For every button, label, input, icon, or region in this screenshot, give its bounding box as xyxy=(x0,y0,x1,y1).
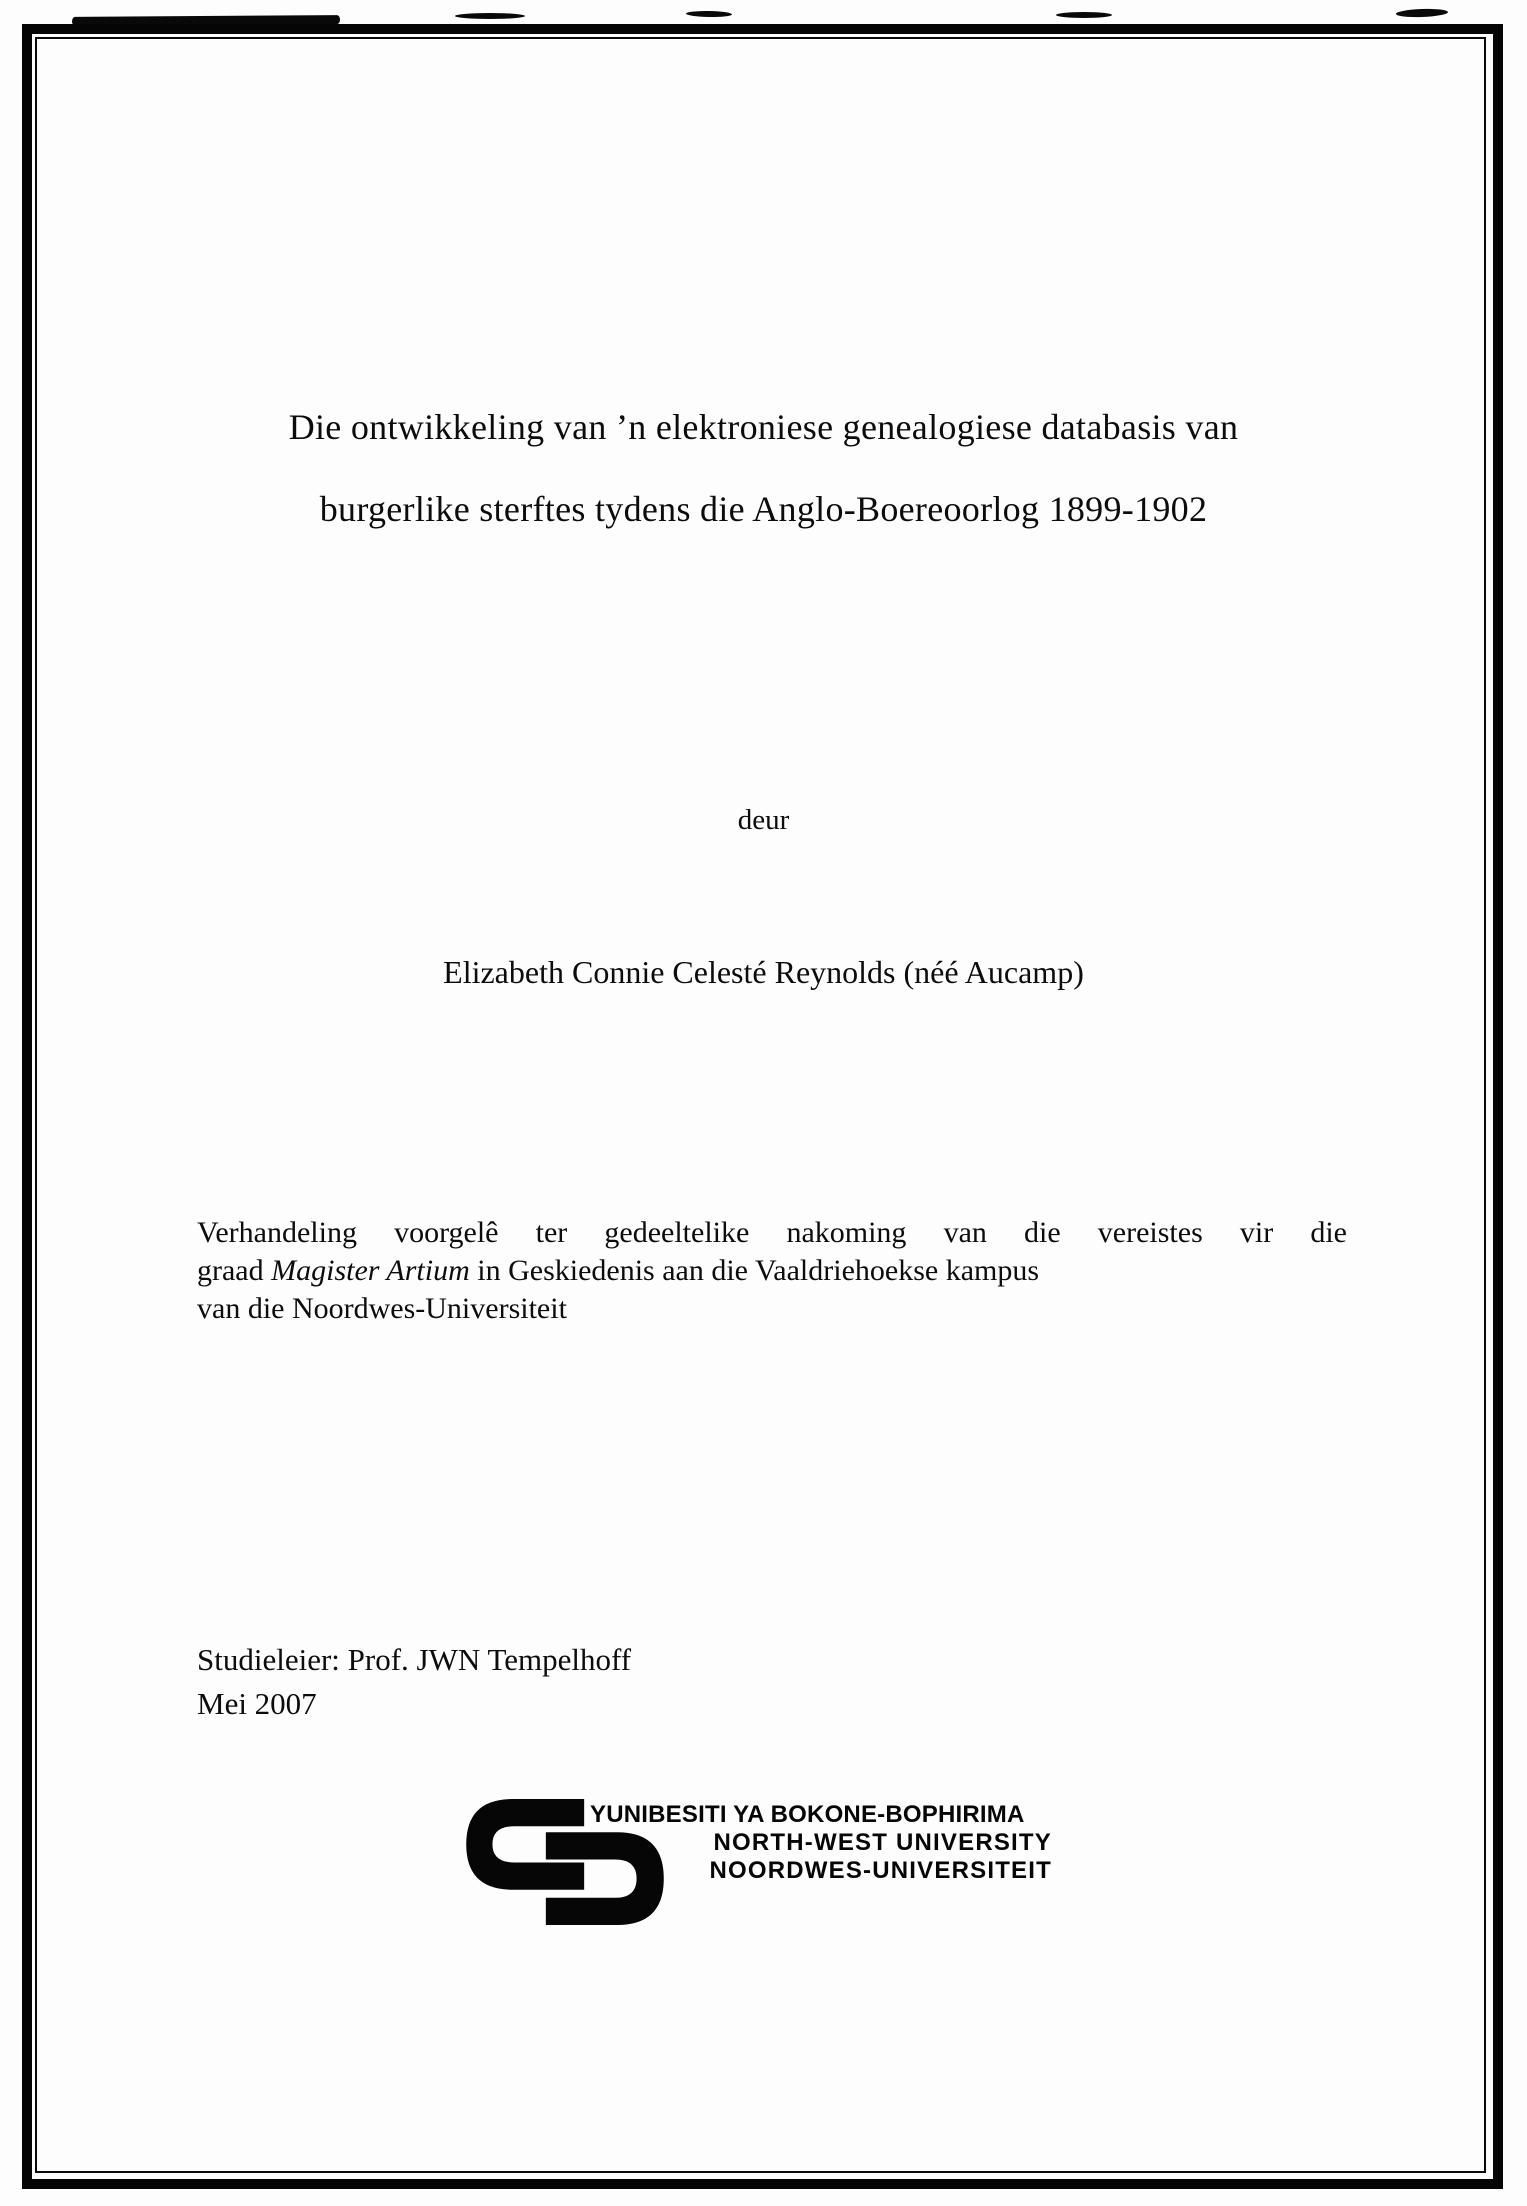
scan-artifact xyxy=(455,13,525,19)
degree-statement-line3: van die Noordwes-Universiteit xyxy=(197,1292,567,1325)
thesis-title-line1: Die ontwikkeling van ’n elektroniese genealogiese databasis van xyxy=(288,407,1239,447)
degree-statement xyxy=(197,1214,1347,1328)
university-logo-text xyxy=(590,1801,1052,1885)
supervisor-line: Studieleier: Prof. JWN Tempelhoff xyxy=(197,1642,632,1677)
degree-statement-line2 xyxy=(197,1252,1347,1290)
date-line: Mei 2007 xyxy=(197,1686,317,1721)
scan-artifact xyxy=(1056,12,1112,18)
degree-statement-line2-prefix: graad xyxy=(197,1254,272,1287)
scan-artifact xyxy=(1396,8,1448,18)
scan-artifact xyxy=(686,11,732,18)
thesis-title xyxy=(80,386,1447,550)
supervisor-block xyxy=(197,1638,631,1726)
logo-text-setswana: YUNIBESITI YA BOKONE-BOPHIRIMA xyxy=(590,1801,1025,1828)
byline: deur xyxy=(737,804,790,836)
thesis-title-line2: burgerlike sterftes tydens die Anglo-Boereoorlog 1899-1902 xyxy=(319,489,1208,529)
logo-text-afrikaans: NOORDWES-UNIVERSITEIT xyxy=(709,1857,1052,1884)
degree-name-italic: Magister Artium xyxy=(271,1254,470,1287)
degree-statement-line2-suffix: in Geskiedenis aan die Vaaldriehoekse kampus xyxy=(469,1254,1040,1287)
degree-statement-line1: Verhandeling voorgelê ter gedeeltelike nakoming van die vereistes vir die xyxy=(197,1216,1347,1249)
logo-text-english: NORTH-WEST UNIVERSITY xyxy=(713,1829,1052,1856)
author-name: Elizabeth Connie Celesté Reynolds (néé Aucamp) xyxy=(443,954,1084,990)
